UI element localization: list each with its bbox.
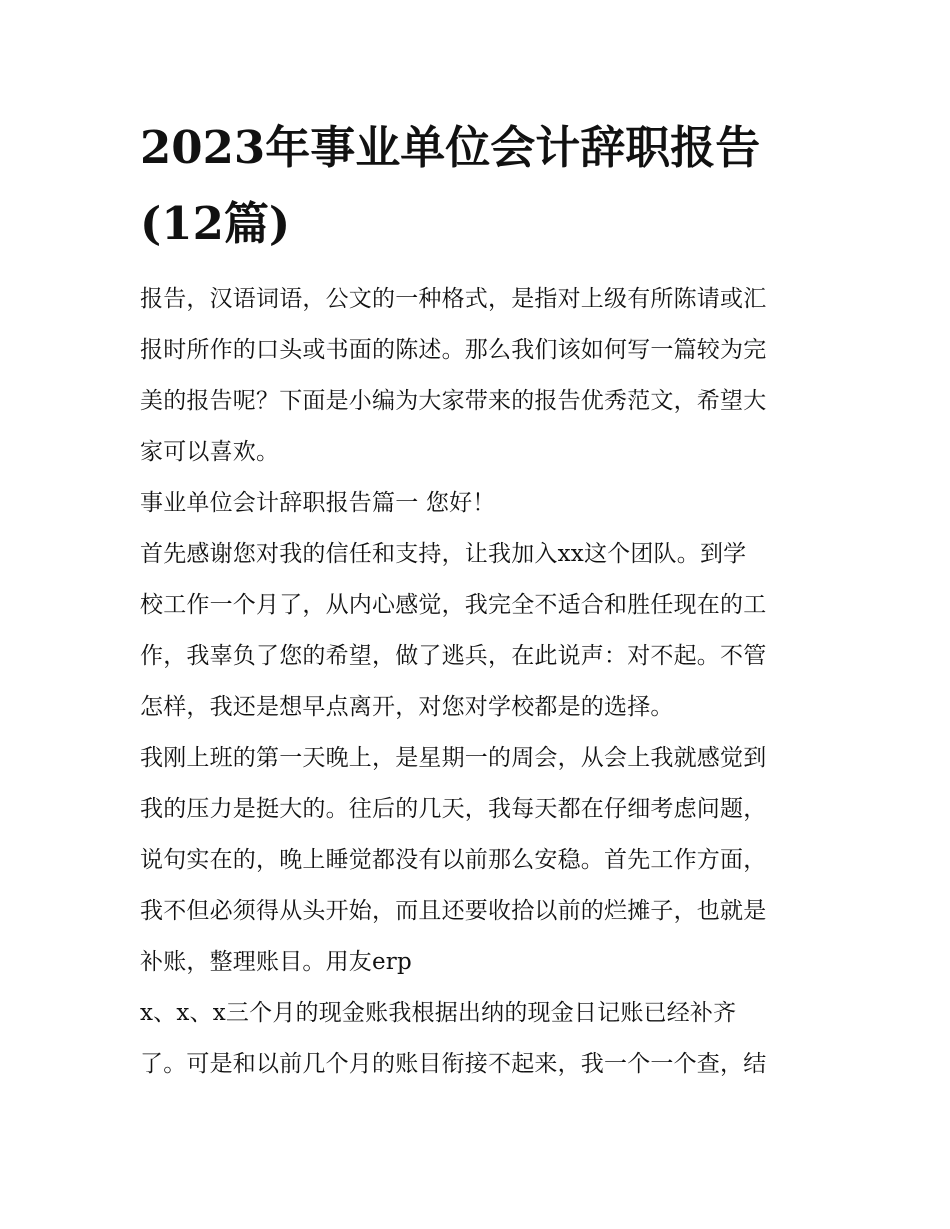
text-line: 怎样，我还是想早点离开，对您对学校都是的选择。: [140, 694, 674, 720]
text-line: 补账，整理账目。用友erp: [140, 949, 412, 975]
text-line: 美的报告呢？下面是小编为大家带来的报告优秀范文，希望大: [140, 388, 767, 414]
text-line: 事业单位会计辞职报告篇一 您好！: [140, 490, 496, 516]
text-line: 报告，汉语词语，公文的一种格式，是指对上级有所陈请或汇: [140, 286, 767, 312]
text-line: x、x、x三个月的现金账我根据出纳的现金日记账已经补齐: [140, 1000, 737, 1026]
paragraph-thanks: [140, 529, 812, 733]
text-line: 校工作一个月了，从内心感觉，我完全不适合和胜任现在的工: [140, 592, 767, 618]
text-line: 首先感谢您对我的信任和支持，让我加入xx这个团队。到学: [140, 541, 747, 567]
text-line: 报时所作的口头或书面的陈述。那么我们该如何写一篇较为完: [140, 337, 767, 363]
text-line: 了。可是和以前几个月的账目衔接不起来，我一个一个查，结: [140, 1051, 767, 1077]
document-title: [140, 110, 812, 262]
text-line: 家可以喜欢。: [140, 439, 280, 465]
paragraph-intro: [140, 274, 812, 478]
text-line: 我刚上班的第一天晚上，是星期一的周会，从会上我就感觉到: [140, 745, 767, 771]
paragraph-first-day: [140, 733, 812, 988]
paragraph-accounts: [140, 988, 812, 1090]
paragraph-section-heading: [140, 478, 812, 529]
text-line: 我的压力是挺大的。往后的几天，我每天都在仔细考虑问题，: [140, 796, 767, 822]
text-line: 说句实在的，晚上睡觉都没有以前那么安稳。首先工作方面，: [140, 847, 767, 873]
title-line-2: (12篇): [140, 197, 291, 250]
title-line-1: 2023年事业单位会计辞职报告: [140, 121, 761, 174]
text-line: 作，我辜负了您的希望，做了逃兵，在此说声：对不起。不管: [140, 643, 767, 669]
text-line: 我不但必须得从头开始，而且还要收拾以前的烂摊子，也就是: [140, 898, 767, 924]
document-page: [140, 110, 812, 1090]
